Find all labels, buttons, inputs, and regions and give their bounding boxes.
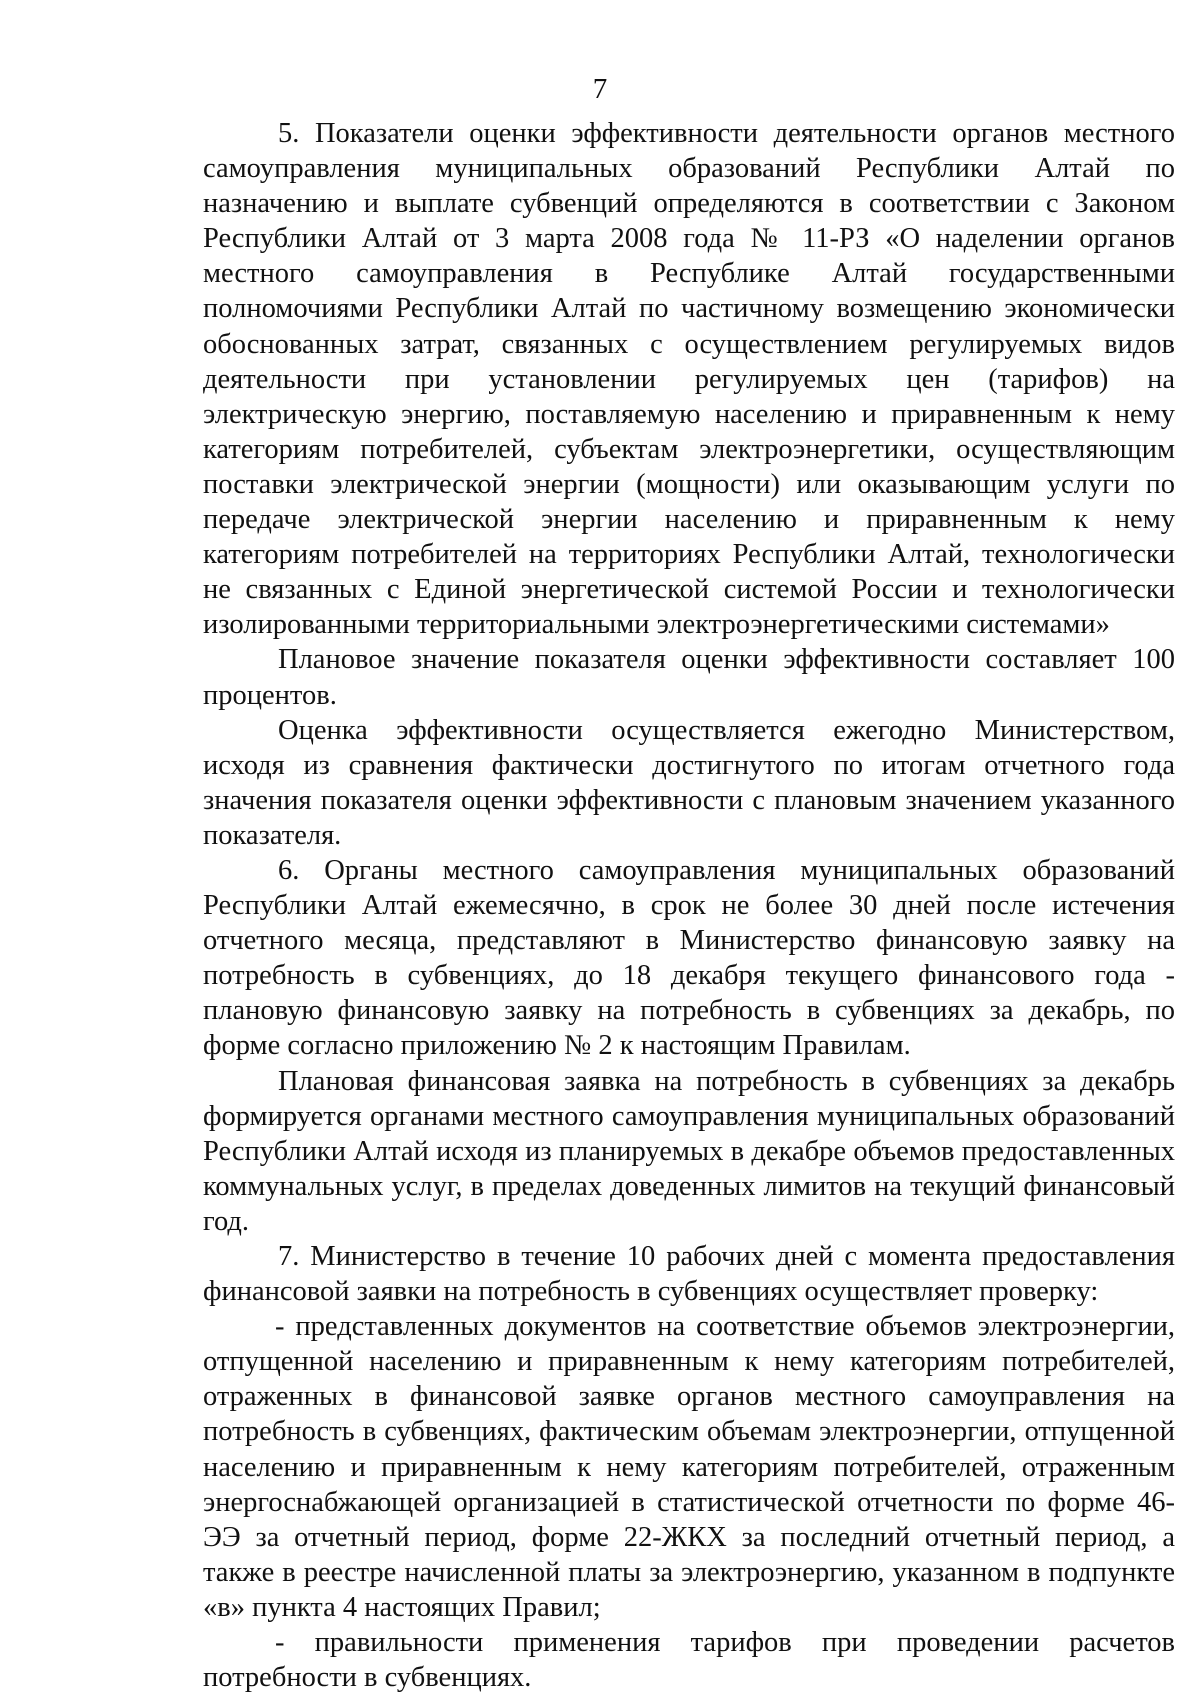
list-item-tariffs-check: - правильности применения тарифов при проведении расчетов потребности в субвенциях. [203, 1627, 1175, 1694]
paragraph-efficiency-assessment: Оценка эффективности осуществляется ежегодно Министерством, исходя из сравнения фактически достигнутого по итогам отчетного года значения показателя оценки эффективности с плановым значением указанного показателя. [203, 714, 1175, 851]
document-body [203, 116, 1175, 1695]
paragraph-planned-value: Плановое значение показателя оценки эффективности составляет 100 процентов. [203, 644, 1175, 711]
paragraph-monthly-application: 6. Органы местного самоуправления муниципальных образований Республики Алтай ежемесячно, в срок не более 30 дней после истечения отчетного месяца, представляют в Министерство финансовую заявку на потребность в субвенциях, до 18 декабря текущего финансового года - плановую финансовую заявку на потребность в субвенциях за декабрь, по форме согласно приложению № 2 к настоящим Правилам. [203, 854, 1175, 1062]
list-item-documents-check: - представленных документов на соответствие объемов электроэнергии, отпущенной населению и приравненным к нему категориям потребителей, отраженных в финансовой заявке органов местного самоуправления на потребность в субвенциях, фактическим объемам электроэнергии, отпущенной населению и приравненным к нему категориям потребителей, отраженным энергоснабжающей организацией в статистической отчетности по форме 46-ЭЭ за отчетный период, форме 22-ЖКХ за последний отчетный период, а также в реестре начисленной платы за электроэнергию, указанном в подпункте «в» пункта 4 настоящих Правил; [203, 1311, 1175, 1623]
paragraph-performance-indicators: 5. Показатели оценки эффективности деятельности органов местного самоуправления муниципальных образований Республики Алтай по назначению и выплате субвенций определяются в соответствии с Законом Республики Алтай от 3 марта 2008 года № 11-РЗ «О наделении органов местного самоуправления в Республике Алтай государственными полномочиями Республики Алтай по частичному возмещению экономически обоснованных затрат, связанных с осуществлением регулируемых видов деятельности при установлении регулируемых цен (тарифов) на электрическую энергию, поставляемую населению и приравненным к нему категориям потребителей, субъектам электроэнергетики, осуществляющим поставки электрической энергии (мощности) или оказывающим услуги по передаче электрической энергии населению и приравненным к нему категориям потребителей на территориях Республики Алтай, технологически не связанных с Единой энергетической системой России и технологически изолированными территориальными электроэнергетическими системами» [203, 118, 1175, 641]
page-number: 7 [592, 73, 608, 105]
paragraph-december-application: Плановая финансовая заявка на потребность в субвенциях за декабрь формируется органами местного самоуправления муниципальных образований Республики Алтай исходя из планируемых в декабре объемов предоставленных коммунальных услуг, в пределах доведенных лимитов на текущий финансовый год. [203, 1065, 1175, 1237]
paragraph-ministry-check: 7. Министерство в течение 10 рабочих дней с момента предоставления финансовой заявки на потребность в субвенциях осуществляет проверку: [203, 1241, 1175, 1308]
